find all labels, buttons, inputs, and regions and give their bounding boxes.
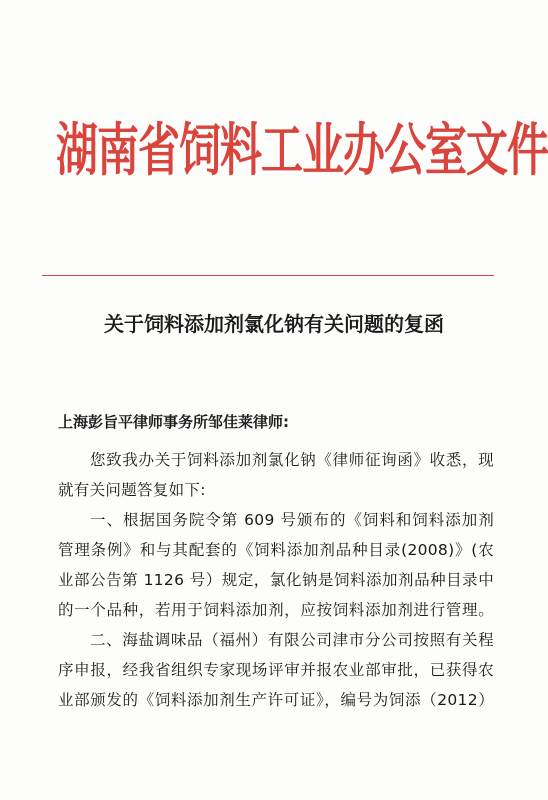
body-line: 您致我办关于饲料添加剂氯化钠《律师征询函》收悉，现 bbox=[90, 451, 494, 469]
document-title: 关于饲料添加剂氯化钠有关问题的复函 bbox=[104, 312, 444, 336]
red-divider-line bbox=[42, 275, 494, 276]
body-line: 序申报，经我省组织专家现场评审并报农业部审批，已获得农 bbox=[58, 661, 494, 679]
org-header-title: 湖南省饲料工业办公室文件 bbox=[56, 116, 548, 183]
body-line: 的一个品种，若用于饲料添加剂，应按饲料添加剂进行管理。 bbox=[58, 601, 494, 619]
body-line: 业部公告第 1126 号）规定，氯化钠是饲料添加剂品种目录中 bbox=[58, 571, 494, 589]
body-text bbox=[58, 445, 494, 715]
body-line: 就有关问题答复如下: bbox=[58, 481, 206, 499]
body-line: 业部颁发的《饲料添加剂生产许可证》，编号为饲添（2012） bbox=[58, 691, 494, 709]
body-line: 管理条例》和与其配套的《饲料添加剂品种目录(2008)》(农 bbox=[58, 541, 494, 559]
body-line: 一、根据国务院令第 609 号颁布的《饲料和饲料添加剂 bbox=[90, 511, 494, 529]
recipient-salutation: 上海彭旨平律师事务所邹佳莱律师: bbox=[58, 413, 290, 431]
body-line: 二、海盐调味品（福州）有限公司津市分公司按照有关程 bbox=[90, 631, 494, 649]
